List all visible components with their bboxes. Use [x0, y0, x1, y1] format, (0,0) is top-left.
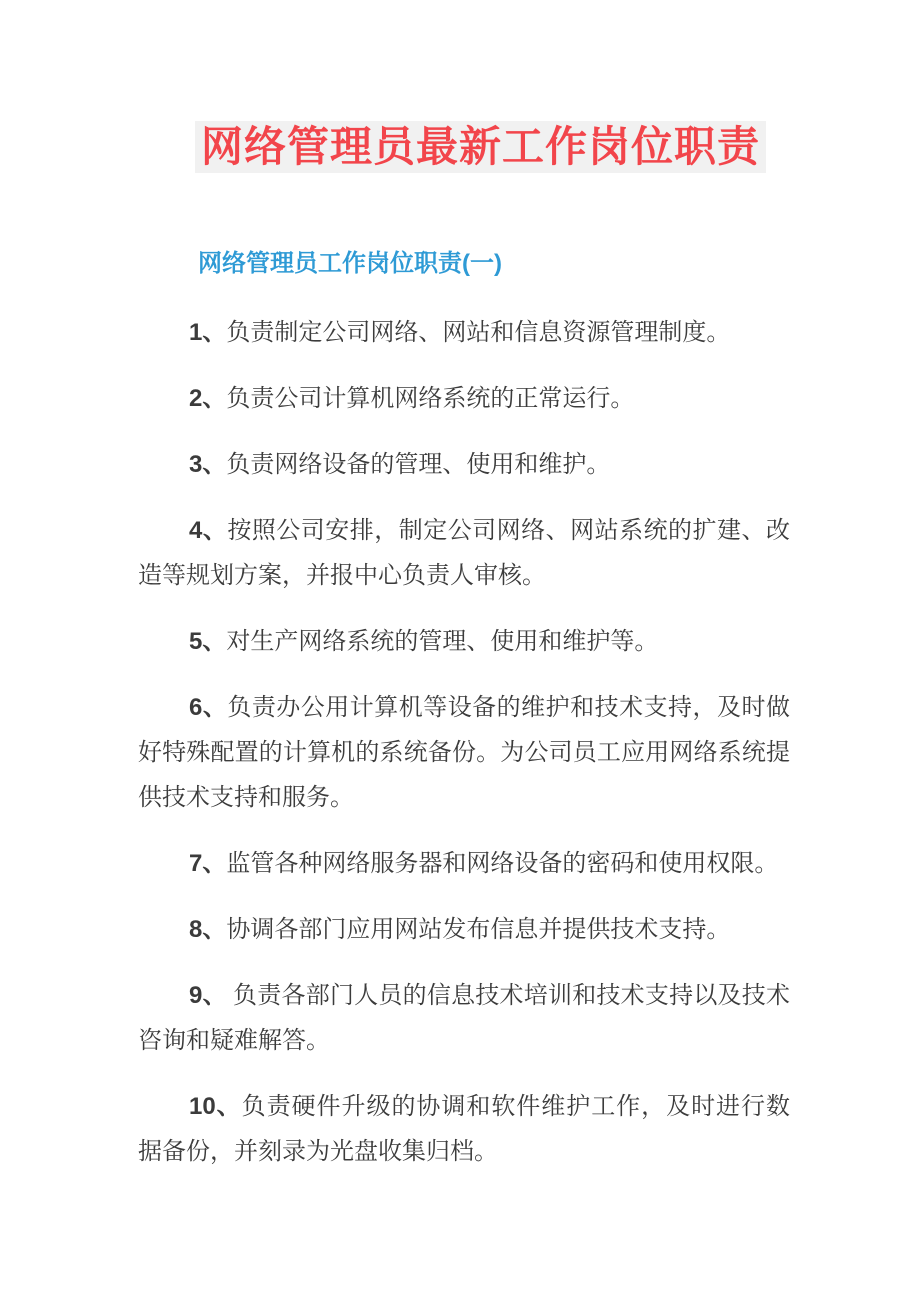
responsibility-list [138, 310, 790, 1195]
item-text: 监管各种网络服务器和网络设备的密码和使用权限。 [226, 851, 779, 877]
document-title: 网络管理员最新工作岗位职责 [195, 121, 766, 173]
list-item [138, 619, 790, 665]
item-number: 5、 [189, 628, 227, 655]
item-number: 7、 [189, 850, 227, 877]
item-text: 负责办公用计算机等设备的维护和技术支持，及时做好特殊配置的计算机的系统备份。为公司员工应用网络系统提供技术支持和服务。 [138, 695, 790, 811]
list-item [138, 376, 790, 422]
item-text: 负责各部门人员的信息技术培训和技术支持以及技术咨询和疑难解答。 [138, 983, 791, 1054]
item-number: 2、 [189, 385, 227, 412]
list-item [138, 907, 790, 953]
item-text: 协调各部门应用网站发布信息并提供技术支持。 [226, 917, 731, 943]
list-item [138, 508, 790, 599]
item-text: 负责硬件升级的协调和软件维护工作，及时进行数据备份，并刻录为光盘收集归档。 [138, 1094, 790, 1165]
list-item [138, 973, 790, 1064]
item-number: 4、 [189, 517, 228, 544]
item-number: 6、 [189, 694, 228, 721]
section-heading: 网络管理员工作岗位职责(一) [198, 250, 502, 277]
item-number: 9、 [189, 982, 227, 1009]
list-item [138, 310, 790, 356]
item-text: 负责制定公司网络、网站和信息资源管理制度。 [226, 320, 731, 346]
item-number: 10、 [189, 1093, 242, 1120]
item-text: 负责网络设备的管理、使用和维护。 [226, 452, 611, 478]
item-text: 对生产网络系统的管理、使用和维护等。 [226, 629, 659, 655]
item-number: 3、 [189, 451, 227, 478]
list-item [138, 685, 790, 821]
list-item [138, 1084, 790, 1175]
item-text: 负责公司计算机网络系统的正常运行。 [226, 386, 635, 412]
list-item [138, 442, 790, 488]
item-text: 按照公司安排，制定公司网络、网站系统的扩建、改造等规划方案，并报中心负责人审核。 [138, 518, 790, 589]
list-item [138, 841, 790, 887]
item-number: 1、 [189, 319, 227, 346]
item-number: 8、 [189, 916, 227, 943]
